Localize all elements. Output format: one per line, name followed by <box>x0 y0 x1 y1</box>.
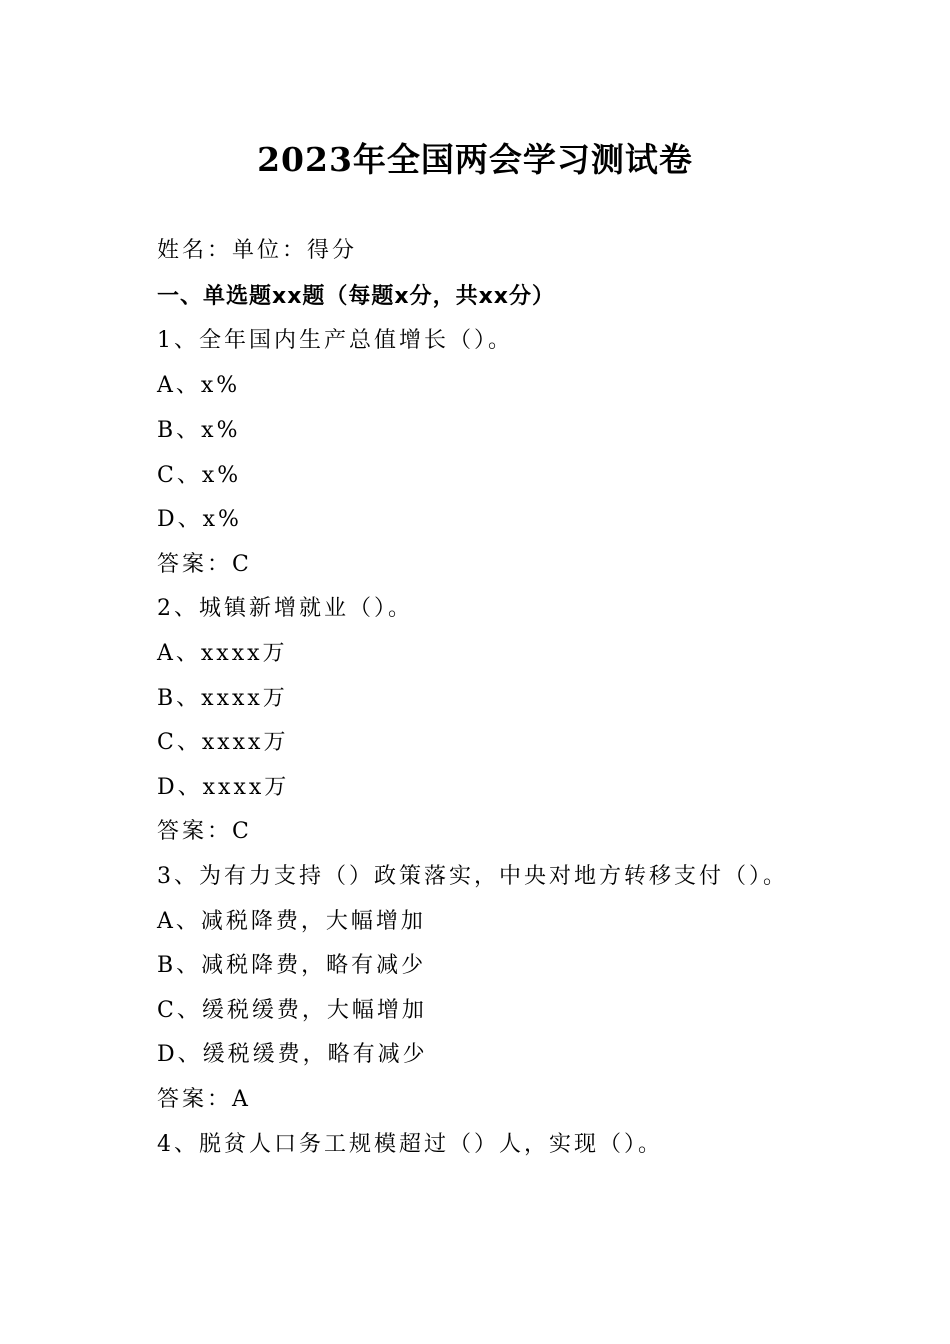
question-1-option-b: B、x% <box>157 418 241 443</box>
header-info-line: 姓名：单位：得分 <box>157 238 358 263</box>
question-1-stem: 1、全年国内生产总值增长（）。 <box>157 328 513 353</box>
question-4-stem: 4、脱贫人口务工规模超过（）人，实现（）。 <box>157 1132 663 1157</box>
question-1-option-d: D、x% <box>157 507 242 532</box>
question-2-option-c: C、xxxx万 <box>157 730 289 755</box>
question-1-option-a: A、x% <box>157 373 241 398</box>
question-2-option-d: D、xxxx万 <box>157 775 290 800</box>
question-2-stem: 2、城镇新增就业（）。 <box>157 596 413 621</box>
question-3-option-b: B、减税降费，略有减少 <box>157 953 427 978</box>
question-3-option-a: A、减税降费，大幅增加 <box>157 909 426 934</box>
question-2-option-b: B、xxxx万 <box>157 686 288 711</box>
document-title: 2023年全国两会学习测试卷 <box>257 140 693 179</box>
question-2-option-a: A、xxxx万 <box>157 641 288 666</box>
question-2-answer: 答案：C <box>157 819 252 844</box>
question-3-option-d: D、缓税缓费，略有减少 <box>157 1042 428 1067</box>
question-3-stem: 3、为有力支持（）政策落实，中央对地方转移支付（）。 <box>157 864 788 889</box>
question-1-answer: 答案：C <box>157 552 252 577</box>
question-1-option-c: C、x% <box>157 463 242 488</box>
question-3-answer: 答案：A <box>157 1087 251 1112</box>
section-title: 一、单选题xx题（每题x分，共xx分） <box>157 284 555 309</box>
question-3-option-c: C、缓税缓费，大幅增加 <box>157 998 427 1023</box>
